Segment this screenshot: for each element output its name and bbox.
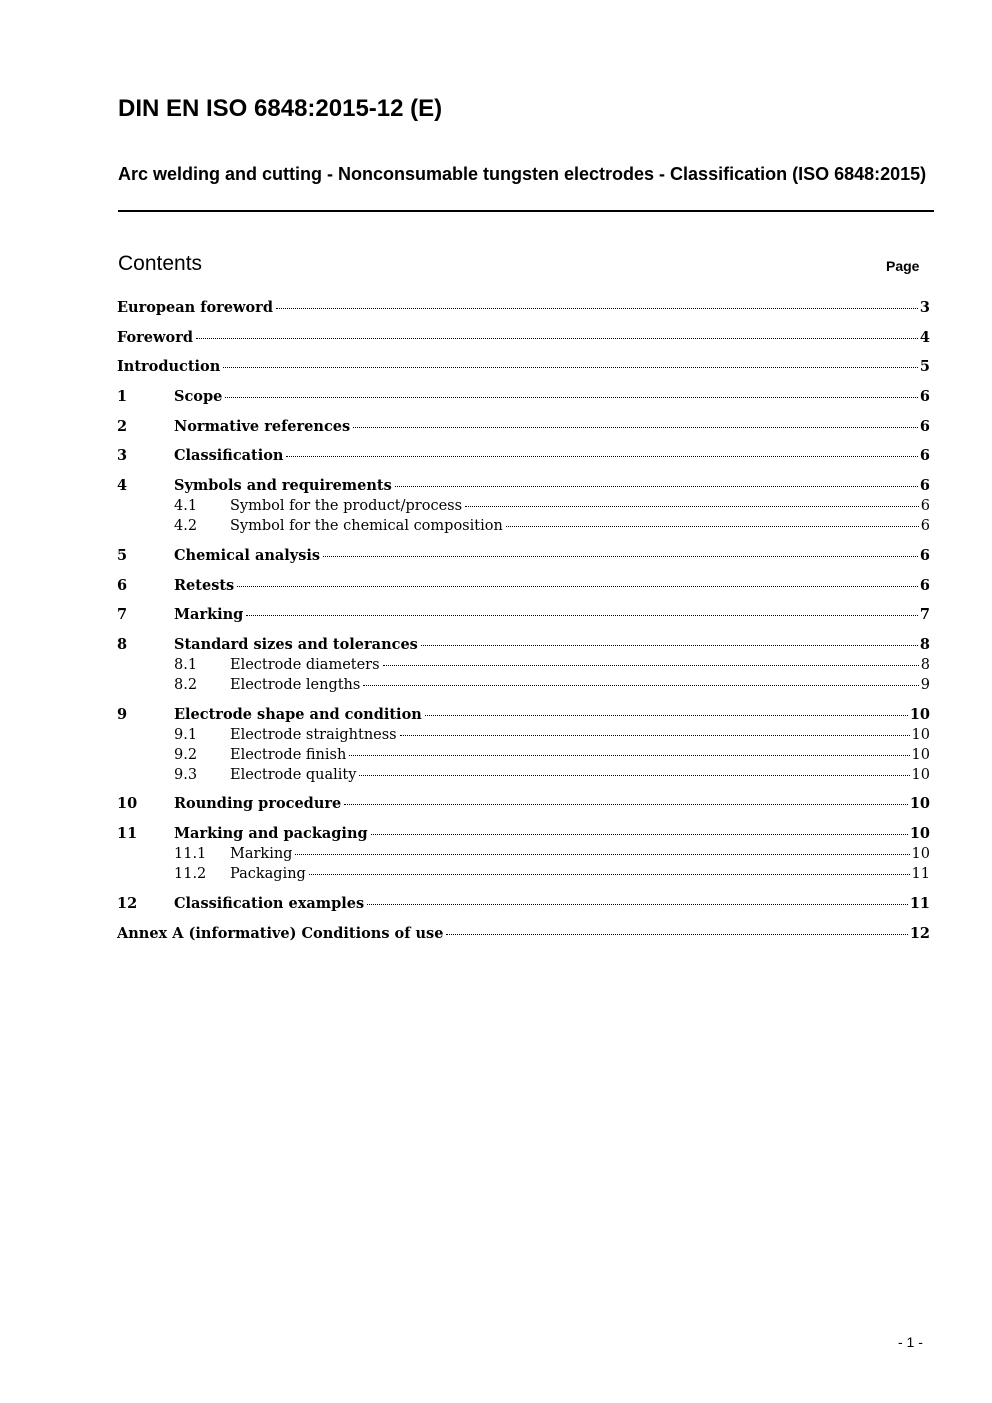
toc-entry-title: Symbol for the product/process — [230, 498, 463, 514]
toc-entry-title: Marking — [174, 606, 244, 623]
toc-entry-page: 6 — [919, 577, 930, 594]
toc-entry-title: Marking — [230, 846, 293, 862]
toc-entry-page: 6 — [919, 388, 930, 405]
toc-subentry[interactable] — [117, 864, 930, 884]
toc-entry-title: Packaging — [230, 866, 306, 882]
table-of-contents — [117, 0, 930, 1403]
toc-dot-leader — [225, 396, 918, 398]
toc-dot-leader — [367, 903, 908, 905]
toc-entry-page: 10 — [911, 727, 930, 743]
toc-subentry[interactable] — [117, 516, 930, 536]
toc-entry-title: Normative references — [174, 418, 351, 435]
toc-subentry[interactable] — [117, 496, 930, 516]
toc-entry-page: 11 — [911, 866, 930, 882]
toc-dot-leader — [286, 455, 917, 457]
toc-entry[interactable] — [117, 924, 930, 944]
toc-dot-leader — [353, 426, 918, 428]
toc-subentry[interactable] — [117, 745, 930, 765]
toc-entry-title: Foreword — [117, 329, 193, 346]
toc-entry[interactable] — [117, 446, 930, 466]
toc-dot-leader — [237, 585, 918, 587]
toc-entry-number: 9.2 — [174, 747, 198, 763]
toc-entry-page: 10 — [909, 825, 930, 842]
toc-entry-page: 3 — [919, 299, 930, 316]
toc-entry-title: Chemical analysis — [174, 547, 321, 564]
contents-heading: Contents — [118, 252, 203, 275]
toc-entry-title: Rounding procedure — [174, 795, 342, 812]
toc-entry-title: Electrode lengths — [230, 677, 361, 693]
document-subtitle: Arc welding and cutting - Nonconsumable tungsten electrodes - Classification (ISO 6848:2015) — [118, 164, 927, 184]
toc-entry[interactable] — [117, 576, 930, 596]
toc-entry[interactable] — [117, 546, 930, 566]
toc-entry-page: 10 — [909, 795, 930, 812]
toc-entry-title: Electrode diameters — [230, 657, 380, 673]
toc-entry-title: Classification — [174, 447, 284, 464]
toc-entry[interactable] — [117, 476, 930, 496]
toc-entry[interactable] — [117, 824, 930, 844]
toc-entry-title: Marking and packaging — [174, 825, 368, 842]
toc-entry-number: 11.1 — [174, 846, 207, 862]
toc-entry[interactable] — [117, 705, 930, 725]
toc-entry-page: 8 — [919, 636, 930, 653]
toc-entry-page: 12 — [909, 925, 930, 942]
toc-entry-number: 3 — [117, 447, 128, 464]
toc-dot-leader — [323, 555, 918, 557]
toc-entry-number: 4 — [117, 477, 128, 494]
toc-dot-leader — [223, 366, 918, 368]
toc-dot-leader — [309, 873, 910, 875]
toc-entry[interactable] — [117, 605, 930, 625]
toc-entry-page: 10 — [911, 767, 930, 783]
toc-entry[interactable] — [117, 794, 930, 814]
toc-dot-leader — [371, 833, 908, 835]
toc-entry-title: Retests — [174, 577, 235, 594]
toc-entry-page: 7 — [919, 606, 930, 623]
toc-entry-title: Annex A (informative) Conditions of use — [117, 925, 444, 942]
toc-entry-title: Symbol for the chemical composition — [230, 518, 503, 534]
toc-subentry[interactable] — [117, 655, 930, 675]
toc-entry-title: Standard sizes and tolerances — [174, 636, 418, 653]
toc-entry[interactable] — [117, 298, 930, 318]
toc-entry-title: Symbols and requirements — [174, 477, 392, 494]
toc-entry-title: Electrode finish — [230, 747, 347, 763]
toc-dot-leader — [344, 803, 908, 805]
toc-entry-title: Electrode straightness — [230, 727, 397, 743]
toc-entry-page: 5 — [919, 358, 930, 375]
toc-dot-leader — [246, 614, 918, 616]
toc-entry-title: Electrode shape and condition — [174, 706, 422, 723]
toc-entry-title: European foreword — [117, 299, 273, 316]
toc-entry-number: 2 — [117, 418, 128, 435]
toc-entry-title: Electrode quality — [230, 767, 357, 783]
toc-entry-page: 6 — [919, 418, 930, 435]
toc-dot-leader — [196, 337, 918, 339]
toc-dot-leader — [349, 754, 909, 756]
toc-dot-leader — [395, 485, 918, 487]
toc-entry[interactable] — [117, 328, 930, 348]
toc-entry[interactable] — [117, 357, 930, 377]
toc-entry-title: Introduction — [117, 358, 221, 375]
toc-entry-number: 7 — [117, 606, 128, 623]
toc-subentry[interactable] — [117, 675, 930, 695]
toc-entry-page: 6 — [919, 447, 930, 464]
toc-entry-title: Scope — [174, 388, 223, 405]
page-column-label: Page — [886, 258, 920, 274]
toc-entry-page: 10 — [911, 747, 930, 763]
toc-entry-number: 8.2 — [174, 677, 198, 693]
toc-entry-page: 6 — [920, 518, 930, 534]
toc-entry-page: 4 — [919, 329, 930, 346]
toc-entry-number: 8.1 — [174, 657, 198, 673]
toc-entry-page: 6 — [919, 547, 930, 564]
toc-dot-leader — [425, 714, 908, 716]
toc-entry-number: 5 — [117, 547, 128, 564]
toc-entry-page: 10 — [911, 846, 930, 862]
toc-dot-leader — [363, 684, 918, 686]
toc-dot-leader — [465, 505, 919, 507]
toc-entry-number: 10 — [117, 795, 138, 812]
toc-dot-leader — [400, 734, 910, 736]
toc-entry-number: 6 — [117, 577, 128, 594]
toc-entry-number: 12 — [117, 895, 138, 912]
toc-entry-number: 11.2 — [174, 866, 207, 882]
toc-entry-page: 11 — [909, 895, 930, 912]
toc-dot-leader — [276, 307, 918, 309]
toc-dot-leader — [383, 664, 919, 666]
toc-subentry[interactable] — [117, 725, 930, 745]
toc-entry[interactable] — [117, 387, 930, 407]
toc-entry-title: Classification examples — [174, 895, 365, 912]
toc-dot-leader — [359, 774, 909, 776]
page-number: - 1 - — [898, 1334, 923, 1350]
toc-entry-number: 9.1 — [174, 727, 198, 743]
document-title: DIN EN ISO 6848:2015-12 (E) — [118, 95, 443, 122]
toc-subentry[interactable] — [117, 765, 930, 785]
toc-entry-page: 9 — [920, 677, 930, 693]
toc-entry-number: 9.3 — [174, 767, 198, 783]
toc-entry-number: 11 — [117, 825, 138, 842]
toc-entry[interactable] — [117, 635, 930, 655]
toc-dot-leader — [506, 525, 919, 527]
toc-dot-leader — [295, 853, 909, 855]
toc-entry-number: 8 — [117, 636, 128, 653]
toc-entry-number: 4.2 — [174, 518, 198, 534]
toc-entry-page: 10 — [909, 706, 930, 723]
toc-entry[interactable] — [117, 417, 930, 437]
toc-dot-leader — [421, 644, 918, 646]
toc-entry-number: 4.1 — [174, 498, 198, 514]
toc-entry-page: 8 — [920, 657, 930, 673]
toc-subentry[interactable] — [117, 844, 930, 864]
toc-dot-leader — [446, 933, 907, 935]
toc-entry[interactable] — [117, 894, 930, 914]
toc-entry-number: 1 — [117, 388, 128, 405]
toc-entry-page: 6 — [920, 498, 930, 514]
toc-entry-page: 6 — [919, 477, 930, 494]
toc-entry-number: 9 — [117, 706, 128, 723]
